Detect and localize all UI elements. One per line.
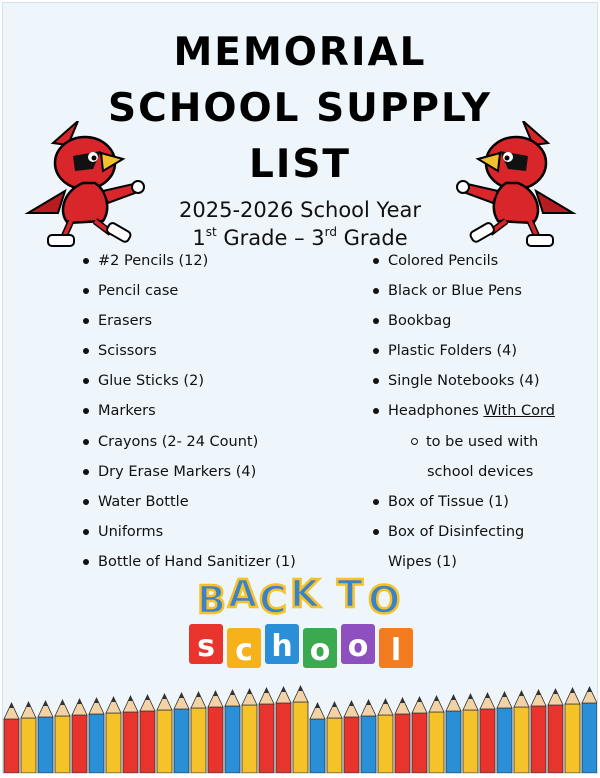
list-item: Bottle of Hand Sanitizer (1) bbox=[81, 547, 296, 577]
pencil-shape bbox=[242, 689, 257, 773]
pencil-shape bbox=[21, 702, 36, 773]
title-line-1: MEMORIAL bbox=[173, 30, 427, 75]
pencil-shape bbox=[497, 692, 512, 773]
pencil-shape bbox=[123, 696, 138, 773]
back-to-letter: B bbox=[197, 578, 226, 622]
pencil-shape bbox=[140, 695, 155, 773]
pencil-shape bbox=[310, 703, 325, 773]
list-item-continued: Wipes (1) bbox=[388, 553, 457, 570]
pencil-shape bbox=[395, 698, 410, 773]
list-item: Water Bottle bbox=[81, 487, 296, 517]
supply-list-left bbox=[81, 246, 296, 577]
pencil-shape bbox=[531, 690, 546, 773]
pencil-shape bbox=[446, 695, 461, 773]
pencil-shape bbox=[208, 691, 223, 773]
headphones-label: Headphones bbox=[388, 403, 479, 420]
list-item: Box of Tissue (1) bbox=[371, 487, 555, 517]
pencil-shape bbox=[412, 697, 427, 773]
list-item: Box of Disinfecting bbox=[371, 517, 555, 547]
svg-text:c: c bbox=[235, 633, 253, 668]
pencil-shape bbox=[157, 694, 172, 773]
supply-list-page bbox=[2, 2, 598, 774]
svg-text:o: o bbox=[309, 633, 331, 668]
grade-start-suffix: st bbox=[205, 225, 217, 239]
back-to-lettering bbox=[197, 572, 400, 622]
svg-text:o: o bbox=[347, 629, 369, 664]
list-item: Black or Blue Pens bbox=[371, 276, 555, 306]
pencil-shape bbox=[38, 701, 53, 773]
back-to-letter: C bbox=[259, 578, 287, 622]
school-letter-tile bbox=[265, 624, 299, 664]
headphones-underlined: With Cord bbox=[483, 403, 555, 420]
list-item-headphones bbox=[371, 396, 555, 426]
sub-item-text: to be used with bbox=[426, 433, 539, 450]
sub-list-item bbox=[371, 427, 555, 457]
school-letter-tile bbox=[341, 624, 375, 664]
grade-end-suffix: rd bbox=[324, 225, 337, 239]
list-item: Scissors bbox=[81, 336, 296, 366]
pencil-shape bbox=[480, 693, 495, 773]
pencil-shape bbox=[429, 696, 444, 773]
back-to-letter: K bbox=[290, 572, 320, 616]
pencil-shape bbox=[293, 686, 308, 773]
pencil-shape bbox=[191, 692, 206, 773]
list-item: Bookbag bbox=[371, 306, 555, 336]
pencil-border-decoration bbox=[3, 677, 598, 773]
back-to-school-graphic bbox=[183, 568, 423, 678]
back-to-letter: A bbox=[228, 572, 258, 616]
back-to-letter: T bbox=[337, 572, 363, 616]
pencil-shape bbox=[548, 689, 563, 773]
list-item: #2 Pencils (12) bbox=[81, 246, 296, 276]
pencil-shape bbox=[565, 688, 580, 773]
pencil-shape bbox=[344, 701, 359, 773]
list-item: Dry Erase Markers (4) bbox=[81, 457, 296, 487]
pencil-shape bbox=[582, 687, 597, 773]
title-line-2: SCHOOL SUPPLY bbox=[107, 86, 493, 131]
svg-text:h: h bbox=[271, 629, 293, 664]
pencil-shape bbox=[55, 700, 70, 773]
sub-list-item-continued: school devices bbox=[427, 463, 534, 480]
pencil-shape bbox=[463, 694, 478, 773]
list-item: Erasers bbox=[81, 306, 296, 336]
svg-text:l: l bbox=[390, 633, 402, 668]
list-item: Colored Pencils bbox=[371, 246, 555, 276]
back-to-letter: O bbox=[368, 578, 401, 622]
pencil-shape bbox=[259, 688, 274, 773]
school-letter-tile bbox=[379, 628, 413, 668]
pencil-shape bbox=[174, 693, 189, 773]
school-lettering bbox=[189, 624, 413, 668]
grade-middle: Grade – 3 bbox=[216, 226, 325, 250]
grade-start: 1 bbox=[192, 226, 206, 250]
pencil-shape bbox=[106, 697, 121, 773]
supply-list-right bbox=[371, 246, 555, 577]
school-year: 2025-2026 School Year bbox=[179, 198, 421, 222]
list-item: Uniforms bbox=[81, 517, 296, 547]
pencil-shape bbox=[361, 700, 376, 773]
pencil-shape bbox=[327, 702, 342, 773]
list-item: Pencil case bbox=[81, 276, 296, 306]
list-item: Markers bbox=[81, 396, 296, 426]
list-item: Glue Sticks (2) bbox=[81, 366, 296, 396]
grade-end: Grade bbox=[336, 226, 408, 250]
pencil-shape bbox=[72, 699, 87, 773]
pencil-shape bbox=[225, 690, 240, 773]
pencil-shape bbox=[89, 698, 104, 773]
school-letter-tile bbox=[227, 628, 261, 668]
title-line-3: LIST bbox=[248, 142, 352, 187]
list-item: Single Notebooks (4) bbox=[371, 366, 555, 396]
pencil-shape bbox=[4, 703, 19, 773]
pencil-shape bbox=[276, 687, 291, 773]
svg-text:s: s bbox=[197, 629, 215, 664]
school-letter-tile bbox=[189, 624, 223, 664]
school-letter-tile bbox=[303, 628, 337, 668]
pencil-shape bbox=[514, 691, 529, 773]
pencil-shape bbox=[378, 699, 393, 773]
list-item: Plastic Folders (4) bbox=[371, 336, 555, 366]
list-item: Crayons (2- 24 Count) bbox=[81, 427, 296, 457]
